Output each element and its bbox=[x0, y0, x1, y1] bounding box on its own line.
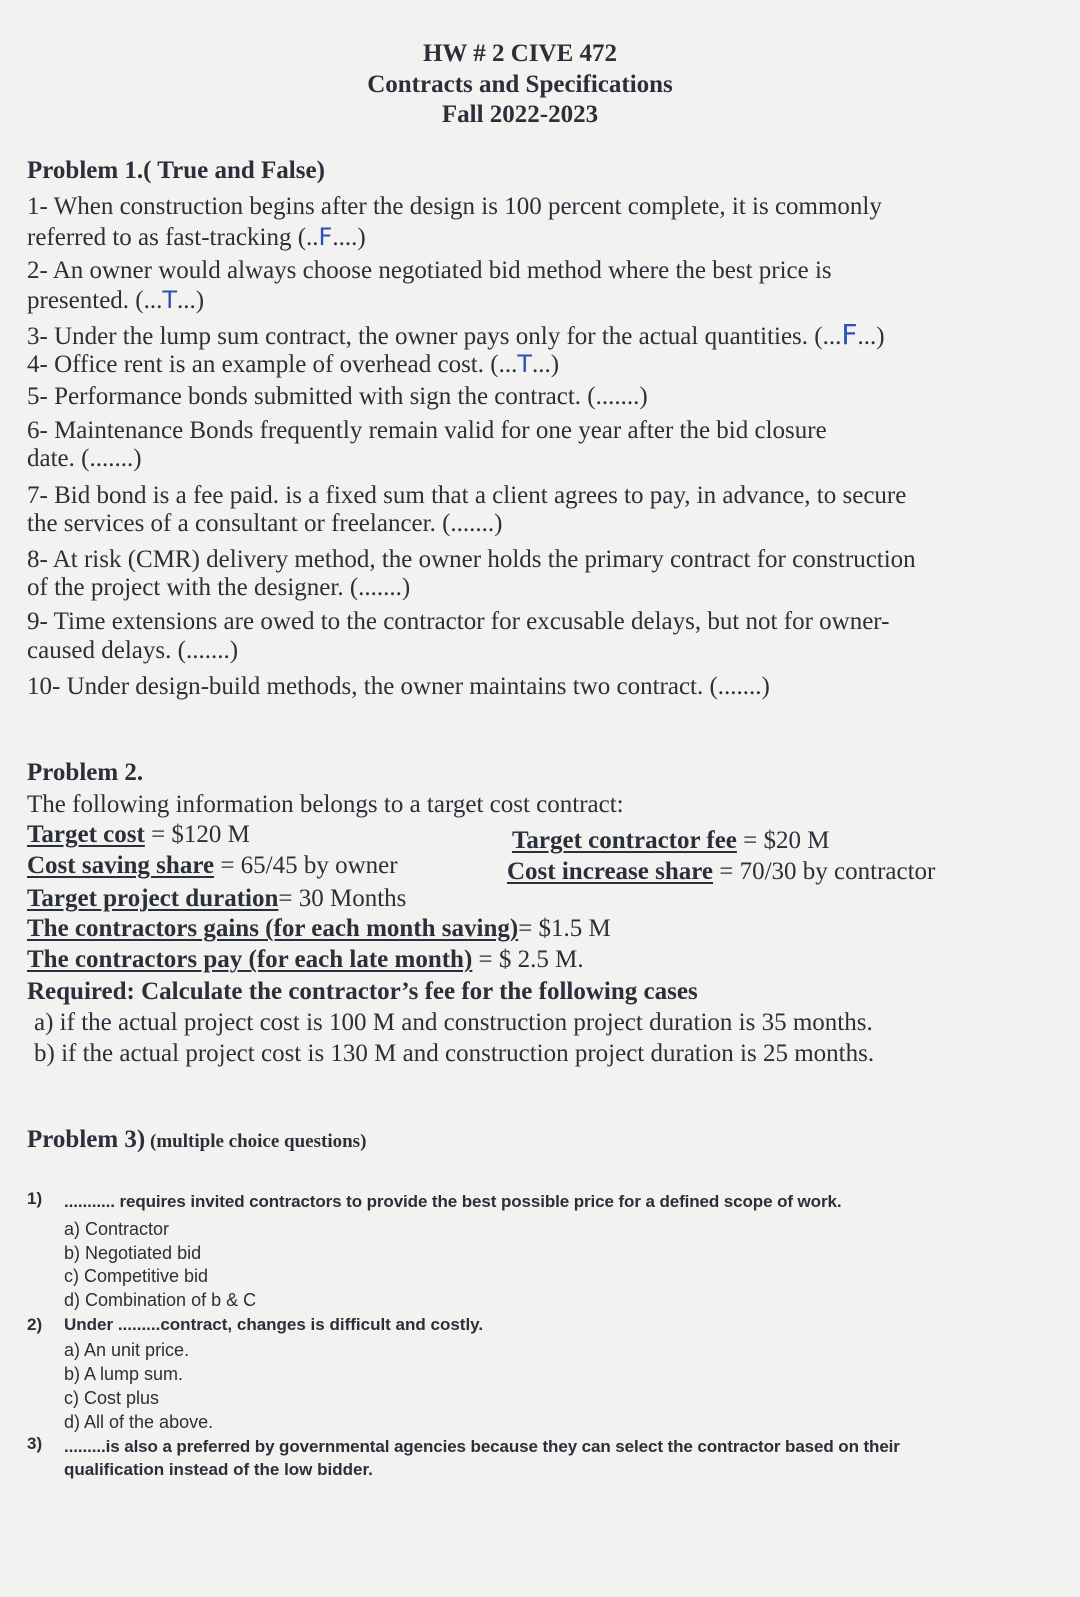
p2-target-cost-label: Target cost bbox=[27, 821, 145, 848]
p1-q2-handwritten-answer: T bbox=[162, 286, 178, 314]
p1-question-4 bbox=[27, 350, 559, 379]
p2-target-cost bbox=[27, 820, 250, 849]
p1-question-1-line1: 1- When construction begins after the design is 100 percent complete, it is commonly bbox=[27, 193, 882, 220]
p3-q1-option-d[interactable]: d) Combination of b & C bbox=[64, 1290, 257, 1310]
p3-question-3-line2: qualification instead of the low bidder. bbox=[64, 1460, 373, 1479]
p2-case-b: b) if the actual project cost is 130 M and construction project duration is 25 months. bbox=[34, 1040, 875, 1067]
p3-q2-option-c[interactable]: c) Cost plus bbox=[64, 1388, 160, 1408]
p2-gains-value: = $1.5 M bbox=[518, 915, 611, 942]
p1-q4-close: ...) bbox=[532, 351, 560, 378]
p1-question-8-line1: 8- At risk (CMR) delivery method, the owner holds the primary contract for construction bbox=[27, 546, 916, 573]
p2-gains bbox=[27, 914, 611, 943]
p1-question-7-line1: 7- Bid bond is a fee paid. is a fixed sum that a client agrees to pay, in advance, to secure bbox=[27, 482, 907, 509]
p1-question-6-line1: 6- Maintenance Bonds frequently remain valid for one year after the bid closure bbox=[27, 417, 827, 444]
p1-question-9-line2: caused delays. (.......) bbox=[27, 637, 239, 664]
header-course: HW # 2 CIVE 472 bbox=[422, 40, 617, 67]
p1-q4-text: 4- Office rent is an example of overhead cost. (... bbox=[27, 351, 518, 378]
problem2-title: Problem 2. bbox=[27, 759, 144, 786]
p3-title-sub: (multiple choice questions) bbox=[145, 1131, 367, 1152]
p3-question-3-line1: .........is also a preferred by governmental agencies because they can select the contractor based on their bbox=[64, 1437, 900, 1456]
p3-q1-option-a[interactable]: a) Contractor bbox=[64, 1219, 170, 1239]
problem1-title: Problem 1.( True and False) bbox=[27, 157, 325, 184]
p2-saving-share bbox=[27, 851, 398, 880]
p2-target-fee-value: = $20 M bbox=[736, 827, 830, 854]
p2-duration-label: Target project duration bbox=[27, 885, 279, 912]
p3-q1-number: 1) bbox=[27, 1189, 43, 1208]
p2-gains-label: The contractors gains (for each month saving) bbox=[27, 915, 519, 942]
header-semester: Fall 2022-2023 bbox=[441, 101, 599, 128]
p1-question-6-line2: date. (.......) bbox=[27, 445, 142, 472]
p1-question-7-line2: the services of a consultant or freelancer. (.......) bbox=[27, 510, 503, 537]
p2-target-cost-value: = $120 M bbox=[144, 821, 250, 848]
p3-q2-option-b[interactable]: b) A lump sum. bbox=[64, 1364, 184, 1384]
p1-question-1-line2 bbox=[27, 223, 366, 252]
p2-case-a: a) if the actual project cost is 100 M and construction project duration is 35 months. bbox=[34, 1009, 873, 1036]
p1-question-10: 10- Under design-build methods, the owner maintains two contract. (.......) bbox=[27, 673, 770, 700]
p1-q2-text: presented. (... bbox=[27, 287, 163, 314]
p2-pay-value: = $ 2.5 M. bbox=[472, 946, 584, 973]
p1-question-3 bbox=[27, 320, 885, 351]
p3-question-1: ........... requires invited contractors to provide the best possible price for a defined scope of work. bbox=[64, 1192, 842, 1211]
problem3-title bbox=[27, 1125, 366, 1154]
p2-target-fee-label: Target contractor fee bbox=[512, 827, 737, 854]
p1-question-2-line1: 2- An owner would always choose negotiated bid method where the best price is bbox=[27, 257, 832, 284]
p2-increase-share-label: Cost increase share bbox=[507, 858, 713, 885]
p2-duration-value: = 30 Months bbox=[278, 885, 407, 912]
p1-q3-close: ...) bbox=[857, 323, 885, 350]
p2-pay bbox=[27, 945, 584, 974]
p2-pay-label: The contractors pay (for each late month) bbox=[27, 946, 473, 973]
p3-q1-option-b[interactable]: b) Negotiated bid bbox=[64, 1243, 202, 1263]
p2-increase-share-value: = 70/30 by contractor bbox=[713, 858, 936, 885]
p1-question-8-line2: of the project with the designer. (.......) bbox=[27, 574, 411, 601]
p2-saving-share-value: = 65/45 by owner bbox=[214, 852, 398, 879]
p3-title-main: Problem 3) bbox=[27, 1126, 146, 1153]
p1-q1-handwritten-answer: F bbox=[318, 223, 333, 251]
p1-q4-handwritten-answer: T bbox=[517, 350, 532, 378]
p1-q1-text: referred to as fast-tracking (.. bbox=[27, 224, 319, 251]
p3-q2-option-a[interactable]: a) An unit price. bbox=[64, 1340, 190, 1360]
p3-q2-option-d[interactable]: d) All of the above. bbox=[64, 1412, 214, 1432]
p3-q3-number: 3) bbox=[27, 1434, 43, 1453]
p1-q3-handwritten-answer: F bbox=[841, 318, 858, 351]
p1-question-5: 5- Performance bonds submitted with sign the contract. (.......) bbox=[27, 383, 648, 410]
header-subject: Contracts and Specifications bbox=[367, 71, 673, 98]
p2-target-fee bbox=[512, 826, 829, 855]
p2-intro: The following information belongs to a target cost contract: bbox=[27, 791, 624, 818]
p2-increase-share bbox=[507, 857, 935, 886]
p1-q2-close: ...) bbox=[177, 287, 205, 314]
p3-q2-number: 2) bbox=[27, 1315, 43, 1334]
p1-q1-close: ....) bbox=[332, 224, 366, 251]
p3-q1-option-c[interactable]: c) Competitive bid bbox=[64, 1266, 209, 1286]
p2-saving-share-label: Cost saving share bbox=[27, 852, 215, 879]
p3-question-2: Under .........contract, changes is difficult and costly. bbox=[64, 1315, 484, 1334]
p1-question-2-line2 bbox=[27, 286, 204, 315]
p1-question-9-line1: 9- Time extensions are owed to the contractor for excusable delays, but not for owner- bbox=[27, 608, 890, 635]
p1-q3-text: 3- Under the lump sum contract, the owner pays only for the actual quantities. (... bbox=[27, 323, 842, 350]
p2-duration bbox=[27, 884, 406, 913]
p2-required: Required: Calculate the contractor’s fee for the following cases bbox=[27, 978, 698, 1005]
